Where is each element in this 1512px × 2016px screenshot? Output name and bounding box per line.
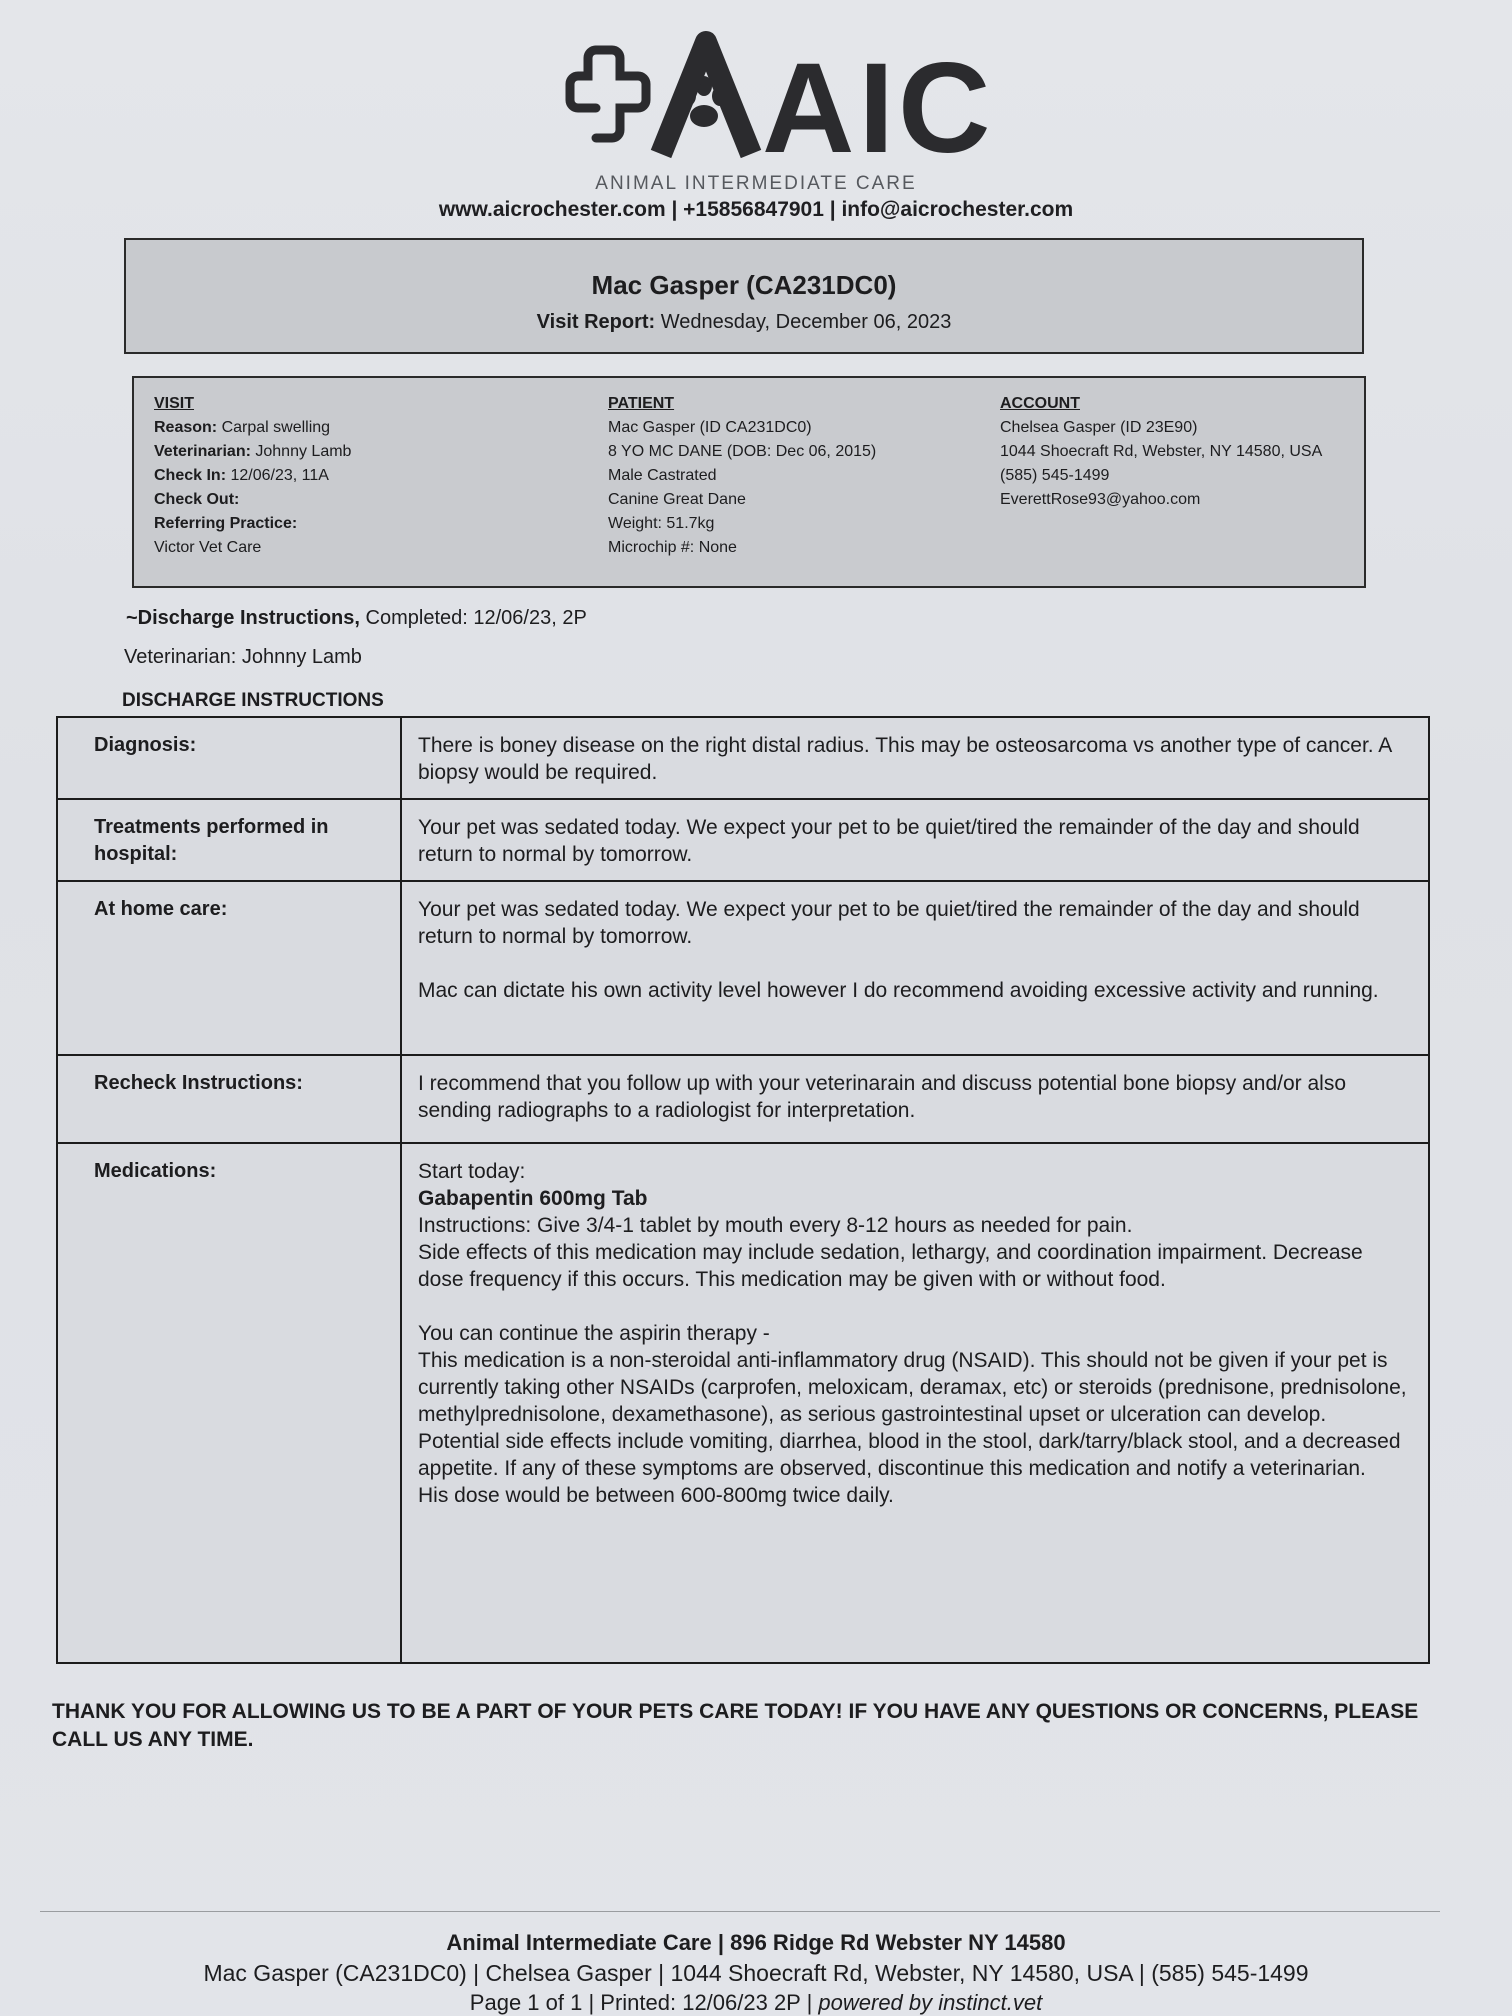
table-row (57, 799, 1429, 881)
thank-you-note: THANK YOU FOR ALLOWING US TO BE A PART OF YOUR PETS CARE TODAY! IF YOU HAVE ANY QUESTIONS OR CONCERNS, PLEASE CALL US ANY TIME. (52, 1700, 1419, 1751)
aspirin-instructions: You can continue the aspirin therapy - This medication is a non-steroidal anti-inflammatory drug (NSAID). This should not be given if your pet is currently taking other NSAIDs (carprofen, meloxicam, deramax, etc) or steroids (prednisone, prednisolone, methylprednisolone, dexamethasone), as serious gastrointestinal upset or ulceration can develop. Potential side effects include vomiting, diarrhea, blood in the stool, dark/tarry/black stool, and a decreased appetite. If any of these symptoms are observed, discontinue this medication and notify a veterinarian. His dose would be between 600-800mg twice daily. (418, 1322, 1407, 1507)
patient-line: 8 YO MC DANE (DOB: Dec 06, 2015) (608, 443, 877, 460)
account-line: (585) 545-1499 (1000, 467, 1110, 484)
visit-heading: VISIT (154, 395, 195, 412)
account-email: EverettRose93@yahoo.com (1000, 491, 1201, 508)
aic-logo (566, 36, 995, 180)
visit-report-label: Visit Report: (536, 311, 656, 333)
patient-heading: PATIENT (608, 395, 675, 412)
brand-subtitle: ANIMAL INTERMEDIATE CARE (595, 173, 917, 194)
powered-by: powered by instinct.vet (818, 1990, 1043, 2015)
home-care-label: At home care: (57, 881, 401, 1055)
medications-label: Medications: (57, 1143, 401, 1663)
discharge-title: ~Discharge Instructions, Completed: 12/06/23, 2P (126, 607, 587, 629)
account-line: Chelsea Gasper (ID 23E90) (1000, 419, 1198, 436)
visit-veterinarian: Veterinarian: Johnny Lamb (154, 443, 352, 460)
account-column (1000, 392, 1360, 512)
table-row (57, 717, 1429, 799)
visit-info-box (132, 376, 1366, 588)
footer-practice: Animal Intermediate Care | 896 Ridge Rd Webster NY 14580 (446, 1930, 1066, 1955)
report-header-box (124, 238, 1364, 354)
footer-page-info: Page 1 of 1 | Printed: 12/06/23 2P | (469, 1990, 819, 2015)
visit-report-line (126, 311, 1362, 334)
visit-referring-label: Referring Practice: (154, 515, 298, 532)
recheck-text: I recommend that you follow up with your veterinarain and discuss potential bone biopsy and/or also sending radiographs to a radiologist for interpretation. (401, 1055, 1429, 1143)
patient-title: Mac Gasper (CA231DC0) (591, 270, 897, 300)
table-row (57, 1055, 1429, 1143)
logo-wordmark: AIC (762, 37, 995, 180)
treatments-label: Treatments performed in hospital: (57, 799, 401, 881)
medication-name: Gabapentin 600mg Tab (418, 1187, 648, 1210)
diagnosis-text: There is boney disease on the right distal radius. This may be osteosarcoma vs another type of cancer. A biopsy would be required. (401, 717, 1429, 799)
discharge-completed: Completed: 12/06/23, 2P (359, 607, 587, 629)
discharge-instructions-table (56, 716, 1430, 1664)
medications-start: Start today: (418, 1160, 526, 1183)
patient-line: Canine Great Dane (608, 491, 746, 508)
table-row (57, 881, 1429, 1055)
table-row (57, 1143, 1429, 1663)
discharge-section-heading: DISCHARGE INSTRUCTIONS (122, 690, 384, 711)
visit-check-out: Check Out: (154, 491, 240, 508)
discharge-veterinarian: Veterinarian: Johnny Lamb (124, 646, 362, 668)
patient-line: Weight: 51.7kg (608, 515, 715, 532)
visit-report-date: Wednesday, December 06, 2023 (655, 311, 952, 333)
footer-page-line (0, 1990, 1512, 2016)
recheck-label: Recheck Instructions: (57, 1055, 401, 1143)
contact-line: www.aicrochester.com | +15856847901 | info@aicrochester.com (438, 198, 1074, 221)
patient-line: Male Castrated (608, 467, 717, 484)
patient-line: Mac Gasper (ID CA231DC0) (608, 419, 812, 436)
patient-column (608, 392, 968, 560)
account-heading: ACCOUNT (1000, 395, 1080, 412)
account-line: 1044 Shoecraft Rd, Webster, NY 14580, USA (1000, 443, 1323, 460)
medications-cell (401, 1143, 1429, 1663)
logo-letter-a (661, 42, 751, 154)
treatments-text: Your pet was sedated today. We expect your pet to be quiet/tired the remainder of the day and should return to normal by tomorrow. (401, 799, 1429, 881)
footer-patient-line: Mac Gasper (CA231DC0) | Chelsea Gasper | 1044 Shoecraft Rd, Webster, NY 14580, USA | (585) 545-1499 (203, 1960, 1309, 1986)
diagnosis-label: Diagnosis: (57, 717, 401, 799)
visit-reason: Reason: Carpal swelling (154, 419, 331, 436)
medical-cross-icon (570, 50, 646, 138)
visit-referring-practice: Victor Vet Care (154, 539, 262, 556)
footer-divider (40, 1911, 1440, 1912)
patient-line: Microchip #: None (608, 539, 737, 556)
visit-column (154, 392, 574, 560)
visit-check-in: Check In: 12/06/23, 11A (154, 467, 329, 484)
medication-instructions: Instructions: Give 3/4-1 tablet by mouth every 8-12 hours as needed for pain. Side effects of this medication may include sedation, lethargy, and coordination impairment. Decrease dose frequency if this occurs. This medication may be given with or without food. (418, 1214, 1363, 1291)
home-care-text: Your pet was sedated today. We expect your pet to be quiet/tired the remainder of the day and should return to normal by tomorrow. Mac can dictate his own activity level however I do recommend avoiding excessive activity and running. (401, 881, 1429, 1055)
